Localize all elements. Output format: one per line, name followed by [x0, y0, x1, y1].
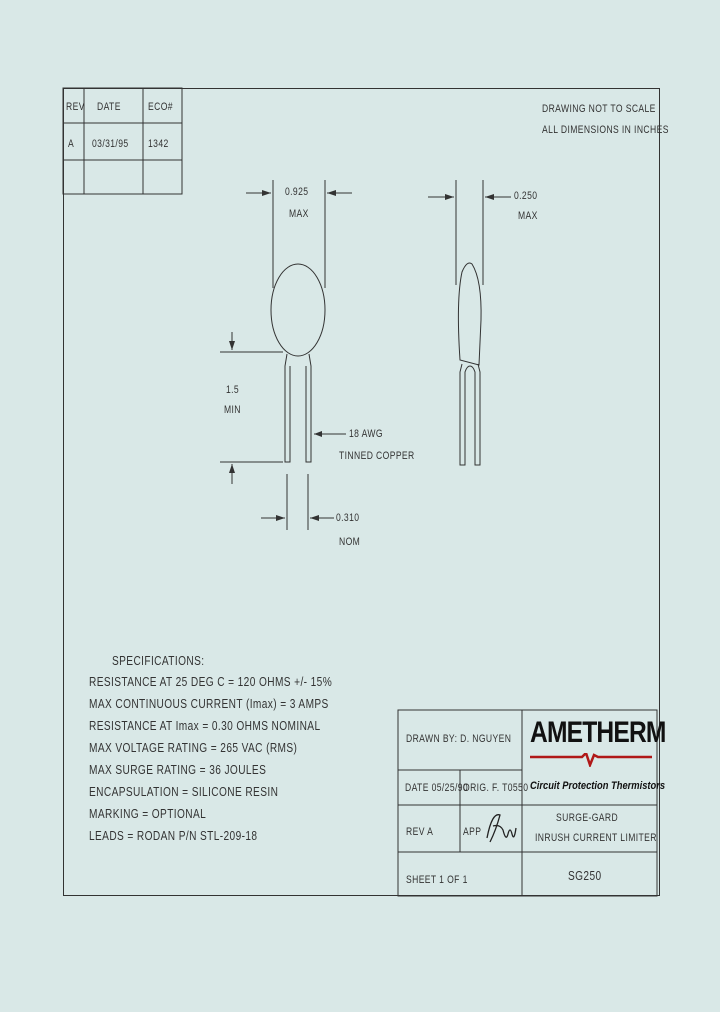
- title-line-1: SURGE-GARD: [556, 812, 619, 824]
- thermistor-disc-front: [271, 264, 325, 356]
- note-inches: ALL DIMENSIONS IN INCHES: [542, 124, 669, 136]
- revision-label: REV A: [406, 826, 434, 838]
- rev-value: A: [68, 138, 75, 150]
- spec-line: LEADS = RODAN P/N STL-209-18: [89, 828, 258, 843]
- lead-material: TINNED COPPER: [339, 450, 415, 462]
- signature: [487, 815, 516, 842]
- lead-length-value: 1.5: [226, 384, 240, 396]
- spec-line: RESISTANCE AT Imax = 0.30 OHMS NOMINAL: [89, 718, 321, 733]
- eco-value: 1342: [148, 138, 169, 150]
- originator: ORIG. F. T0550: [463, 782, 529, 794]
- logo-tagline: Circuit Protection Thermistors: [530, 780, 666, 792]
- spec-line: RESISTANCE AT 25 DEG C = 120 OHMS +/- 15%: [89, 674, 333, 689]
- spec-line: ENCAPSULATION = SILICONE RESIN: [89, 784, 279, 799]
- thickness-value: 0.250: [514, 190, 538, 202]
- lead-spacing-value: 0.310: [336, 512, 360, 524]
- date-value: 03/31/95: [92, 138, 129, 150]
- approval-label: APP: [463, 826, 482, 838]
- spec-list: [89, 671, 389, 847]
- spec-line: MARKING = OPTIONAL: [89, 806, 207, 821]
- spec-heading: SPECIFICATIONS:: [112, 653, 205, 668]
- spec-line: MAX SURGE RATING = 36 JOULES: [89, 762, 267, 777]
- sheet-number: SHEET 1 OF 1: [406, 874, 468, 886]
- body-width-value: 0.925: [285, 186, 309, 198]
- eco-header: ECO#: [148, 101, 173, 113]
- spec-line: MAX CONTINUOUS CURRENT (Imax) = 3 AMPS: [89, 696, 329, 711]
- part-number: SG250: [568, 868, 602, 883]
- drawing-date: DATE 05/25/90: [405, 782, 469, 794]
- lead-length-note: MIN: [224, 404, 241, 416]
- logo-wordmark: AMETHERM: [530, 716, 666, 749]
- ametherm-logo: [530, 716, 666, 798]
- drawn-by: DRAWN BY: D. NGUYEN: [406, 733, 512, 745]
- lead-awg: 18 AWG: [349, 428, 383, 440]
- rev-header: REV: [66, 101, 85, 113]
- date-header: DATE: [97, 101, 121, 113]
- logo-red-wave: [530, 753, 652, 767]
- thickness-note: MAX: [518, 210, 538, 222]
- title-line-2: INRUSH CURRENT LIMITER: [535, 832, 657, 844]
- body-width-note: MAX: [289, 208, 309, 220]
- lead-spacing-note: NOM: [339, 536, 361, 548]
- thermistor-side-view: [458, 263, 481, 365]
- spec-line: MAX VOLTAGE RATING = 265 VAC (RMS): [89, 740, 298, 755]
- note-not-to-scale: DRAWING NOT TO SCALE: [542, 103, 656, 115]
